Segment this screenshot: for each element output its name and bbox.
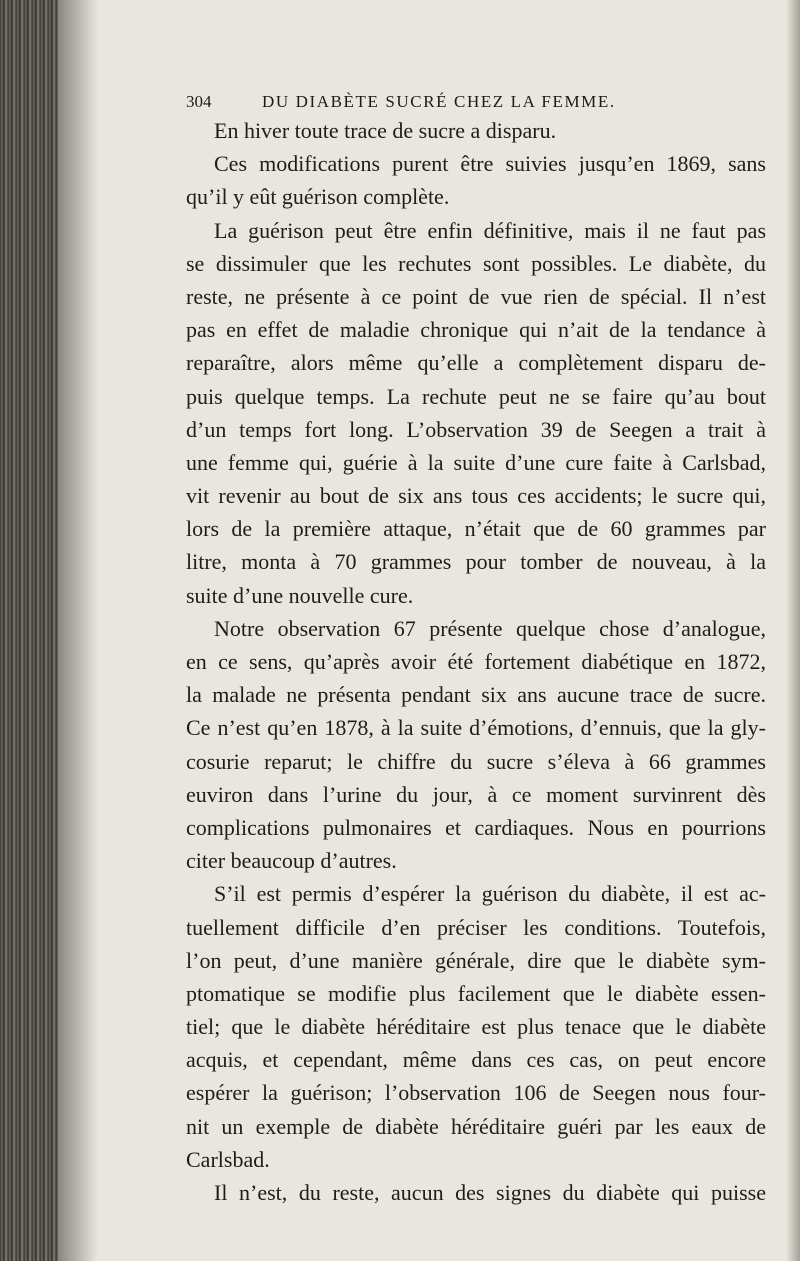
- text-line: nit un exemple de diabète héréditaire guéri par les eaux de: [186, 1113, 766, 1139]
- text-line: ptomatique se modifie plus facilement que le diabète essen-: [186, 980, 766, 1006]
- text-line: espérer la guérison; l’observation 106 de Seegen nous four-: [186, 1080, 766, 1106]
- text-line: lors de la première attaque, n’était que de 60 grammes par: [186, 516, 766, 542]
- text-line: Carlsbad.: [186, 1146, 270, 1172]
- text-line: pas en effet de maladie chronique qui n’ait de la tendance à: [186, 317, 766, 343]
- text-line: une femme qui, guérie à la suite d’une cure faite à Carlsbad,: [186, 449, 766, 475]
- text-line: reste, ne présente à ce point de vue rien de spécial. Il n’est: [186, 283, 766, 309]
- text-line: tuellement difficile d’en préciser les conditions. Toutefois,: [186, 914, 766, 940]
- text-line: citer beaucoup d’autres.: [186, 848, 397, 874]
- text-line: Il n’est, du reste, aucun des signes du diabète qui puisse: [214, 1180, 766, 1205]
- text-line: d’un temps fort long. L’observation 39 de Seegen a trait à: [186, 416, 766, 442]
- text-line: tiel; que le diabète héréditaire est plus tenace que le diabète: [186, 1014, 766, 1040]
- text-line: reparaître, alors même qu’elle a complètement disparu de-: [186, 350, 766, 376]
- page-number: 304: [186, 92, 212, 111]
- text-line: acquis, et cependant, même dans ces cas, on peut encore: [186, 1047, 766, 1073]
- text-line: la malade ne présenta pendant six ans aucune trace de sucre.: [186, 682, 766, 708]
- text-line: complications pulmonaires et cardiaques. Nous en pourrions: [186, 814, 766, 840]
- text-line: En hiver toute trace de sucre a disparu.: [214, 118, 557, 143]
- text-line: litre, monta à 70 grammes pour tomber de nouveau, à la: [186, 549, 766, 575]
- text-line: cosurie reparut; le chiffre du sucre s’éleva à 66 grammes: [186, 748, 766, 774]
- text-line: Ce n’est qu’en 1878, à la suite d’émotions, d’ennuis, que la gly-: [186, 715, 766, 741]
- text-line: euviron dans l’urine du jour, à ce moment survinrent dès: [186, 781, 766, 807]
- running-title: DU DIABÈTE SUCRÉ CHEZ LA FEMME.: [262, 92, 616, 111]
- text-line: suite d’une nouvelle cure.: [186, 582, 414, 608]
- text-line: se dissimuler que les rechutes sont possibles. Le diabète, du: [186, 250, 766, 276]
- text-line: puis quelque temps. La rechute peut ne se faire qu’au bout: [186, 383, 766, 409]
- text-line: S’il est permis d’espérer la guérison du diabète, il est ac-: [214, 881, 766, 907]
- text-line: vit revenir au bout de six ans tous ces accidents; le sucre qui,: [186, 483, 766, 509]
- text-line: en ce sens, qu’après avoir été fortement diabétique en 1872,: [186, 649, 766, 674]
- text-line: l’on peut, d’une manière générale, dire que le diabète sym-: [186, 947, 766, 973]
- text-line: Notre observation 67 présente quelque chose d’analogue,: [214, 615, 766, 641]
- text-line: La guérison peut être enfin définitive, mais il ne faut pas: [214, 217, 766, 243]
- text-line: Ces modifications purent être suivies jusqu’en 1869, sans: [214, 151, 766, 177]
- body-text: [186, 114, 766, 1209]
- text-line: qu’il y eût guérison complète.: [186, 184, 450, 210]
